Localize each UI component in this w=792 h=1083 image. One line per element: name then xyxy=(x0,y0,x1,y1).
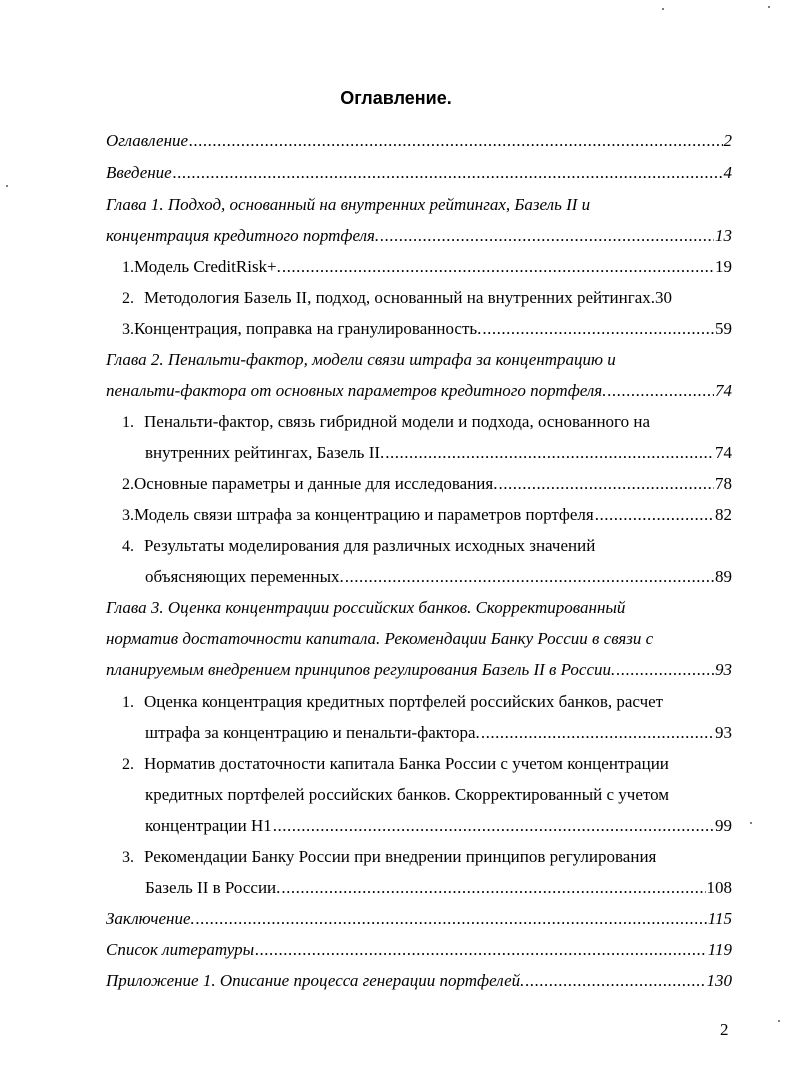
entry-page: 93 xyxy=(715,660,732,679)
entry-page: 13 xyxy=(715,226,732,245)
entry-label: Заключение. xyxy=(106,909,195,928)
entry-page: 78 xyxy=(715,474,732,493)
entry-number: 1. xyxy=(122,259,134,276)
toc-entry-3-1-line1[interactable] xyxy=(122,691,732,713)
entry-page: 99 xyxy=(715,816,732,835)
entry-number: 3. xyxy=(122,321,134,338)
entry-page: 93 xyxy=(715,723,732,742)
toc-entry-2-1-line1[interactable] xyxy=(122,411,732,433)
leader-dots xyxy=(380,225,714,247)
toc-entry-2-2[interactable] xyxy=(122,473,732,495)
leader-dots xyxy=(595,504,714,526)
toc-entry-3-1[interactable] xyxy=(145,722,732,744)
entry-label: Рекомендации Банку России при внедрении принципов регулирования xyxy=(144,847,657,866)
scan-speck xyxy=(768,6,770,8)
entry-label: планируемым внедрением принципов регулирования Базель II в России. xyxy=(106,660,616,679)
leader-dots xyxy=(385,442,714,464)
toc-title: Оглавление. xyxy=(340,88,452,108)
entry-page: 82 xyxy=(715,505,732,524)
leader-dots xyxy=(481,722,714,744)
entry-page: 4 xyxy=(723,163,732,182)
leader-dots xyxy=(281,877,705,899)
toc-entry-chapter1-line1[interactable]: Глава 1. Подход, основанный на внутренних рейтингах, Базель II и xyxy=(106,195,591,214)
entry-page: 115 xyxy=(707,909,732,928)
entry-label: Концентрация, поправка на гранулированность. xyxy=(134,319,482,338)
entry-label: Основные параметры и данные для исследования. xyxy=(134,474,498,493)
leader-dots xyxy=(282,256,714,278)
leader-dots xyxy=(173,162,723,184)
entry-number: 3. xyxy=(122,507,134,524)
toc-entry-3-2-line2[interactable]: кредитных портфелей российских банков. Скорректированный с учетом xyxy=(145,785,670,804)
toc-entry-chapter2[interactable] xyxy=(106,380,732,402)
entry-number: 2. xyxy=(122,756,134,773)
toc-entry-chapter3-line2[interactable]: норматив достаточности капитала. Рекомендации Банку России в связи с xyxy=(106,629,654,648)
entry-label: Приложение 1. Описание процесса генерации портфелей. xyxy=(106,971,525,990)
scan-speck xyxy=(6,185,8,187)
toc-entry-chapter2-line1[interactable]: Глава 2. Пенальти-фактор, модели связи штрафа за концентрацию и xyxy=(106,350,616,369)
leader-dots xyxy=(607,380,714,402)
entry-label: концентрация кредитного портфеля. xyxy=(106,226,380,245)
entry-label: Список литературы xyxy=(106,940,255,959)
toc-entry-3-2-line1[interactable] xyxy=(122,753,732,775)
entry-number: 2. xyxy=(122,290,134,307)
leader-dots xyxy=(273,815,714,837)
entry-label: концентрации Н1 xyxy=(145,816,272,835)
entry-page: 108 xyxy=(706,878,732,897)
entry-number: 4. xyxy=(122,538,134,555)
scan-speck xyxy=(662,8,664,10)
entry-label: пенальти-фактора от основных параметров кредитного портфеля. xyxy=(106,381,607,400)
entry-number: 3. xyxy=(122,849,134,866)
leader-dots xyxy=(482,318,714,340)
toc-entry-conclusion[interactable] xyxy=(106,908,732,930)
entry-label: Оглавление xyxy=(106,131,189,150)
entry-label: Модель CreditRisk+. xyxy=(134,257,281,276)
leader-dots xyxy=(255,939,707,961)
entry-page: 74 xyxy=(715,381,732,400)
entry-label: Пенальти-фактор, связь гибридной модели и подхода, основанного на xyxy=(144,412,650,431)
toc-entry-1-2[interactable] xyxy=(122,287,732,309)
entry-label: Результаты моделирования для различных исходных значений xyxy=(144,536,596,555)
entry-label: внутренних рейтингах, Базель II. xyxy=(145,443,385,462)
toc-entry-3-2[interactable] xyxy=(145,815,732,837)
entry-page: 19 xyxy=(715,257,732,276)
leader-dots xyxy=(189,130,722,152)
toc-entry-2-4[interactable] xyxy=(145,566,732,588)
entry-label: Базель II в России. xyxy=(145,878,281,897)
page-number: 2 xyxy=(720,1020,729,1039)
toc-entry-2-3[interactable] xyxy=(122,504,732,526)
toc-entry-contents[interactable] xyxy=(106,130,732,152)
scan-speck xyxy=(778,1020,780,1022)
entry-label: объясняющих переменных. xyxy=(145,567,344,586)
entry-label: Методология Базель II, подход, основанный на внутренних рейтингах. xyxy=(144,288,656,307)
entry-number: 2. xyxy=(122,476,134,493)
toc-entry-2-1[interactable] xyxy=(145,442,732,464)
entry-page: 30 xyxy=(655,288,673,307)
entry-page: 119 xyxy=(707,940,732,959)
scan-speck xyxy=(750,822,752,824)
entry-page: 2 xyxy=(723,131,732,150)
toc-entry-appendix1[interactable] xyxy=(106,970,732,992)
toc-entry-chapter1[interactable] xyxy=(106,225,732,247)
entry-page: 74 xyxy=(715,443,732,462)
toc-entry-introduction[interactable] xyxy=(106,162,732,184)
entry-number: 1. xyxy=(122,414,134,431)
toc-entry-chapter3[interactable] xyxy=(106,659,732,681)
leader-dots xyxy=(616,659,714,681)
leader-dots xyxy=(498,473,714,495)
entry-label: штрафа за концентрацию и пенальти-фактора. xyxy=(145,723,480,742)
toc-entry-3-3-line1[interactable] xyxy=(122,846,732,868)
leader-dots xyxy=(345,566,714,588)
toc-entry-1-1[interactable] xyxy=(122,256,732,278)
toc-entry-2-4-line1[interactable] xyxy=(122,535,732,557)
leader-dots xyxy=(525,970,705,992)
entry-label: Введение xyxy=(106,163,172,182)
entry-page: 89 xyxy=(715,567,732,586)
entry-label: Модель связи штрафа за концентрацию и параметров портфеля xyxy=(134,505,594,524)
entry-page: 130 xyxy=(706,971,732,990)
entry-label: Оценка концентрация кредитных портфелей российских банков, расчет xyxy=(144,692,664,711)
entry-page: 59 xyxy=(715,319,732,338)
entry-number: 1. xyxy=(122,694,134,711)
toc-entry-3-3[interactable] xyxy=(145,877,732,899)
leader-dots xyxy=(196,908,707,930)
entry-label: Норматив достаточности капитала Банка России с учетом концентрации xyxy=(144,754,669,773)
toc-entry-references[interactable] xyxy=(106,939,732,961)
toc-entry-chapter3-line1[interactable]: Глава 3. Оценка концентрации российских банков. Скорректированный xyxy=(106,598,626,617)
toc-entry-1-3[interactable] xyxy=(122,318,732,340)
